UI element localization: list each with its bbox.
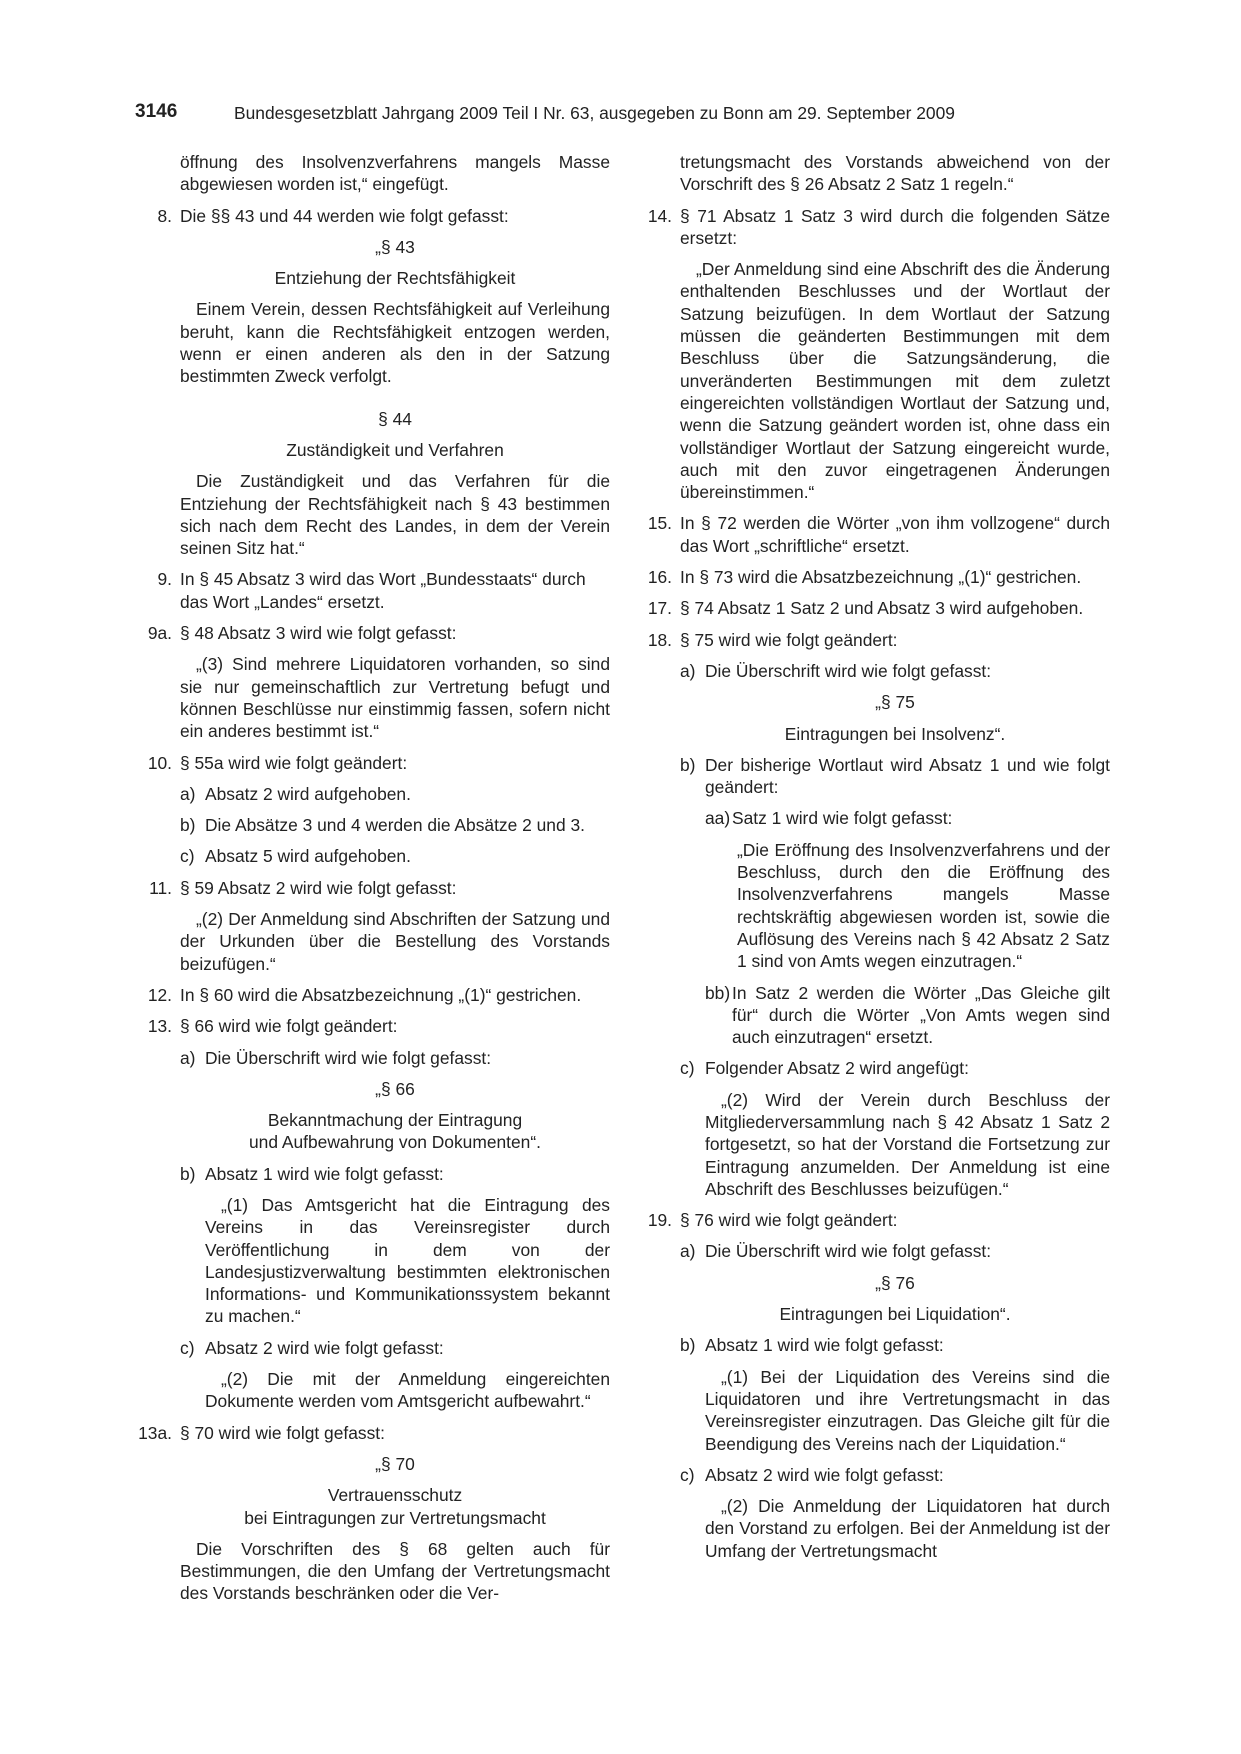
sub-item-b — [180, 814, 610, 836]
section-title: Entziehung der Rechtsfähigkeit — [274, 268, 516, 289]
item-text: § 75 wird wie folgt geändert: — [680, 629, 898, 650]
section-title: Eintragungen bei Liquidation“. — [779, 1304, 1011, 1325]
item-number: 19. — [647, 1210, 672, 1231]
section-number: § 44 — [378, 408, 412, 429]
sub-label: c) — [180, 1337, 195, 1358]
item-text: § 70 wird wie folgt gefasst: — [180, 1422, 385, 1443]
list-item-17 — [647, 597, 1110, 619]
left-column — [138, 151, 610, 1605]
item-number: 9. — [157, 569, 172, 590]
right-column — [647, 151, 1110, 1562]
item-text: § 66 wird wie folgt geändert: — [180, 1016, 398, 1037]
section-title: Eintragungen bei Insolvenz“. — [784, 723, 1006, 744]
section-title: und Aufbewahrung von Dokumenten“. — [249, 1132, 541, 1153]
sub-text: Die Überschrift wird wie folgt gefasst: — [705, 1241, 992, 1262]
item-text: § 71 Absatz 1 Satz 3 wird durch die folgenden Sätze ersetzt: — [680, 205, 1110, 248]
sub-label: c) — [680, 1464, 695, 1485]
sub-label: aa) — [705, 808, 731, 829]
sub-label: a) — [680, 1241, 696, 1262]
continued-text: öffnung des Insolvenzverfahrens mangels Masse abgewiesen worden ist,“ eingefügt. — [180, 152, 610, 195]
list-item-10 — [147, 752, 610, 774]
section-title: Bekanntmachung der Eintragung — [267, 1110, 523, 1131]
section-body: Einem Verein, dessen Rechtsfähigkeit auf Verleihung beruht, kann die Rechtsfähigkeit entzogen werden, wenn er einen anderen als den in der Satzung bestimmten Zweck verfolgt. — [180, 299, 610, 387]
item-number: 16. — [647, 567, 672, 588]
list-item-8 — [157, 205, 610, 227]
item-text: In § 60 wird die Absatzbezeichnung „(1)“ gestrichen. — [180, 984, 582, 1005]
item-text: Die §§ 43 und 44 werden wie folgt gefasst: — [180, 205, 509, 226]
section-number: „§ 70 — [375, 1453, 415, 1474]
list-item-13a — [138, 1422, 610, 1444]
sub-label: a) — [180, 1047, 196, 1068]
sub-text: Absatz 5 wird aufgehoben. — [205, 846, 411, 867]
sub-label: b) — [680, 754, 696, 775]
quoted-text: „(2) Die mit der Anmeldung eingereichten Dokumente werden vom Amtsgericht aufbewahrt.“ — [205, 1369, 610, 1412]
list-item-12 — [147, 984, 610, 1006]
list-item-16 — [647, 566, 1110, 588]
sub-text: Die Überschrift wird wie folgt gefasst: — [205, 1047, 492, 1068]
item-number: 14. — [647, 205, 672, 226]
sub-label: c) — [180, 846, 195, 867]
quoted-text: „Die Eröffnung des Insolvenzverfahrens und der Beschluss, durch den die Eröffnung des Insolvenzverfahrens mangels Masse rechtskräftig abgewiesen worden ist, sowie die Auflösung des Vereins nach § 42 Absatz 2 Satz 1 sind von Amts wegen einzutragen.“ — [737, 839, 1110, 972]
sub-text: Die Überschrift wird wie folgt gefasst: — [705, 660, 992, 681]
sub-item-a — [180, 1047, 610, 1069]
sub-text: Absatz 1 wird wie folgt gefasst: — [705, 1335, 944, 1356]
section-body: Die Vorschriften des § 68 gelten auch für Bestimmungen, die den Umfang der Vertretungsmacht des Vorstands beschränken oder die Ver- — [180, 1538, 610, 1604]
list-item-9 — [157, 568, 610, 613]
sub-text: In Satz 2 werden die Wörter „Das Gleiche gilt für“ durch die Wörter „Von Amts wegen sind auch einzutragen“ ersetzt. — [732, 982, 1110, 1048]
sub-item-b — [180, 1163, 610, 1185]
sub-text: Absatz 2 wird wie folgt gefasst: — [705, 1464, 944, 1485]
sub-item-c — [680, 1057, 1110, 1079]
list-item-14 — [647, 205, 1110, 250]
item-number: 10. — [147, 752, 172, 773]
sub-text: Absatz 2 wird wie folgt gefasst: — [205, 1337, 444, 1358]
quoted-text: „(1) Bei der Liquidation des Vereins sind die Liquidatoren und ihre Vertretungsmacht in das Vereinsregister einzutragen. Das Gleiche gilt für die Beendigung des Vereins nach der Liquidation.“ — [705, 1366, 1110, 1454]
sub-item-c — [680, 1464, 1110, 1486]
sub-label: b) — [180, 815, 196, 836]
sub-item-a — [680, 660, 1110, 682]
item-text: § 55a wird wie folgt geändert: — [180, 752, 408, 773]
item-number: 17. — [647, 598, 672, 619]
sub-label: b) — [680, 1335, 696, 1356]
section-number: „§ 66 — [375, 1078, 415, 1099]
sub-text: Der bisherige Wortlaut wird Absatz 1 und wie folgt geändert: — [705, 754, 1110, 798]
sub-item-aa — [680, 807, 1110, 829]
sub-label: bb) — [705, 982, 731, 1003]
sub-item-a — [680, 1240, 1110, 1262]
item-number: 18. — [647, 629, 672, 650]
list-item-15 — [647, 512, 1110, 557]
item-text: § 59 Absatz 2 wird wie folgt gefasst: — [180, 877, 457, 898]
sub-text: Folgender Absatz 2 wird angefügt: — [705, 1058, 969, 1079]
sub-item-b — [680, 1334, 1110, 1356]
sub-text: Die Absätze 3 und 4 werden die Absätze 2 und 3. — [205, 815, 585, 836]
item-number: 13. — [147, 1016, 172, 1037]
quoted-text: „(2) Der Anmeldung sind Abschriften der Satzung und der Urkunden über die Bestellung des Vorstands beizufügen.“ — [180, 909, 610, 974]
section-title: bei Eintragungen zur Vertretungsmacht — [244, 1507, 546, 1528]
sub-text: Absatz 1 wird wie folgt gefasst: — [205, 1163, 444, 1184]
sub-item-c — [180, 1337, 610, 1359]
item-text: § 76 wird wie folgt geändert: — [680, 1210, 898, 1231]
quoted-text: „(3) Sind mehrere Liquidatoren vorhanden, so sind sie nur gemeinschaftlich zur Vertretung befugt und können Beschlüsse nur einstimmig fassen, sofern nicht ein anderes bestimmt ist.“ — [180, 654, 610, 742]
item-text: § 74 Absatz 1 Satz 2 und Absatz 3 wird aufgehoben. — [680, 598, 1084, 619]
item-text: § 48 Absatz 3 wird wie folgt gefasst: — [180, 623, 457, 644]
page-number: 3146 — [135, 101, 178, 122]
section-title: Vertrauensschutz — [327, 1485, 463, 1506]
item-number: 11. — [149, 877, 172, 898]
sub-item-b — [680, 754, 1110, 799]
section-number: „§ 76 — [875, 1272, 915, 1293]
list-item-13 — [147, 1015, 610, 1037]
list-item-11 — [149, 877, 610, 899]
item-text: In § 72 werden die Wörter „von ihm vollzogene“ durch das Wort „schriftliche“ ersetzt. — [680, 513, 1110, 556]
item-number: 9a. — [147, 623, 172, 644]
continued-text: tretungsmacht des Vorstands abweichend von der Vorschrift des § 26 Absatz 2 Satz 1 regeln.“ — [680, 152, 1110, 195]
quoted-text: „(2) Die Anmeldung der Liquidatoren hat durch den Vorstand zu erfolgen. Bei der Anmeldung ist der Umfang der Vertretungsmacht — [705, 1496, 1110, 1561]
item-number: 13a. — [138, 1422, 172, 1443]
sub-text: Satz 1 wird wie folgt gefasst: — [732, 808, 953, 829]
list-item-19 — [647, 1209, 1110, 1231]
sub-item-c — [180, 845, 610, 867]
item-number: 15. — [647, 513, 672, 534]
section-number: „§ 43 — [375, 236, 415, 257]
sub-label: b) — [180, 1163, 196, 1184]
section-body: Die Zuständigkeit und das Verfahren für die Entziehung der Rechtsfähigkeit nach § 43 bestimmen sich nach dem Recht des Landes, in dem der Verein seinen Sitz hat.“ — [180, 471, 610, 559]
sub-item-bb — [680, 982, 1110, 1049]
item-number: 8. — [157, 205, 172, 226]
sub-label: a) — [680, 660, 696, 681]
item-number: 12. — [147, 984, 172, 1005]
sub-label: a) — [180, 783, 196, 804]
publication-title: Bundesgesetzblatt Jahrgang 2009 Teil I Nr. 63, ausgegeben zu Bonn am 29. September 2009 — [234, 103, 955, 123]
sub-text: Absatz 2 wird aufgehoben. — [205, 783, 411, 804]
list-item-18 — [647, 629, 1110, 651]
sub-label: c) — [680, 1058, 695, 1079]
page-header — [135, 101, 1015, 125]
section-number: „§ 75 — [875, 692, 915, 713]
list-item-9a — [147, 622, 610, 644]
item-text: In § 73 wird die Absatzbezeichnung „(1)“ gestrichen. — [680, 567, 1082, 588]
section-title: Zuständigkeit und Verfahren — [286, 439, 504, 460]
sub-item-a — [180, 783, 610, 805]
quoted-text: „Der Anmeldung sind eine Abschrift des die Änderung enthaltenden Beschlusses und der Wortlaut der Satzung beizufügen. In dem Wortlaut der Satzung müssen die geänderten Bestimmungen mit dem Beschluss über die Satzungsänderung, die unveränderten Bestimmungen mit dem zuletzt eingereichten vollständigen Wortlaut der Satzung und, wenn die Satzung geändert worden ist, ohne dass ein vollständiger Wortlaut der Satzung eingereicht wurde, auch mit den zuvor eingetragenen Änderungen übereinstimmen.“ — [680, 259, 1110, 503]
item-text: In § 45 Absatz 3 wird das Wort „Bundesstaats“ durch das Wort „Landes“ ersetzt. — [180, 569, 586, 612]
quoted-text: „(2) Wird der Verein durch Beschluss der Mitgliederversammlung nach § 42 Absatz 1 Satz 2 fortgesetzt, so hat der Vorstand die Fortsetzung zur Eintragung anzumelden. Der Anmeldung ist eine Abschrift des Beschlusses beizufügen.“ — [705, 1089, 1110, 1199]
quoted-text: „(1) Das Amtsgericht hat die Eintragung des Vereins in das Vereinsregister durch Veröffentlichung in dem von der Landesjustizverwaltung bestimmten elektronischen Informations- und Kommunikationssystem bekannt zu machen.“ — [205, 1194, 610, 1327]
